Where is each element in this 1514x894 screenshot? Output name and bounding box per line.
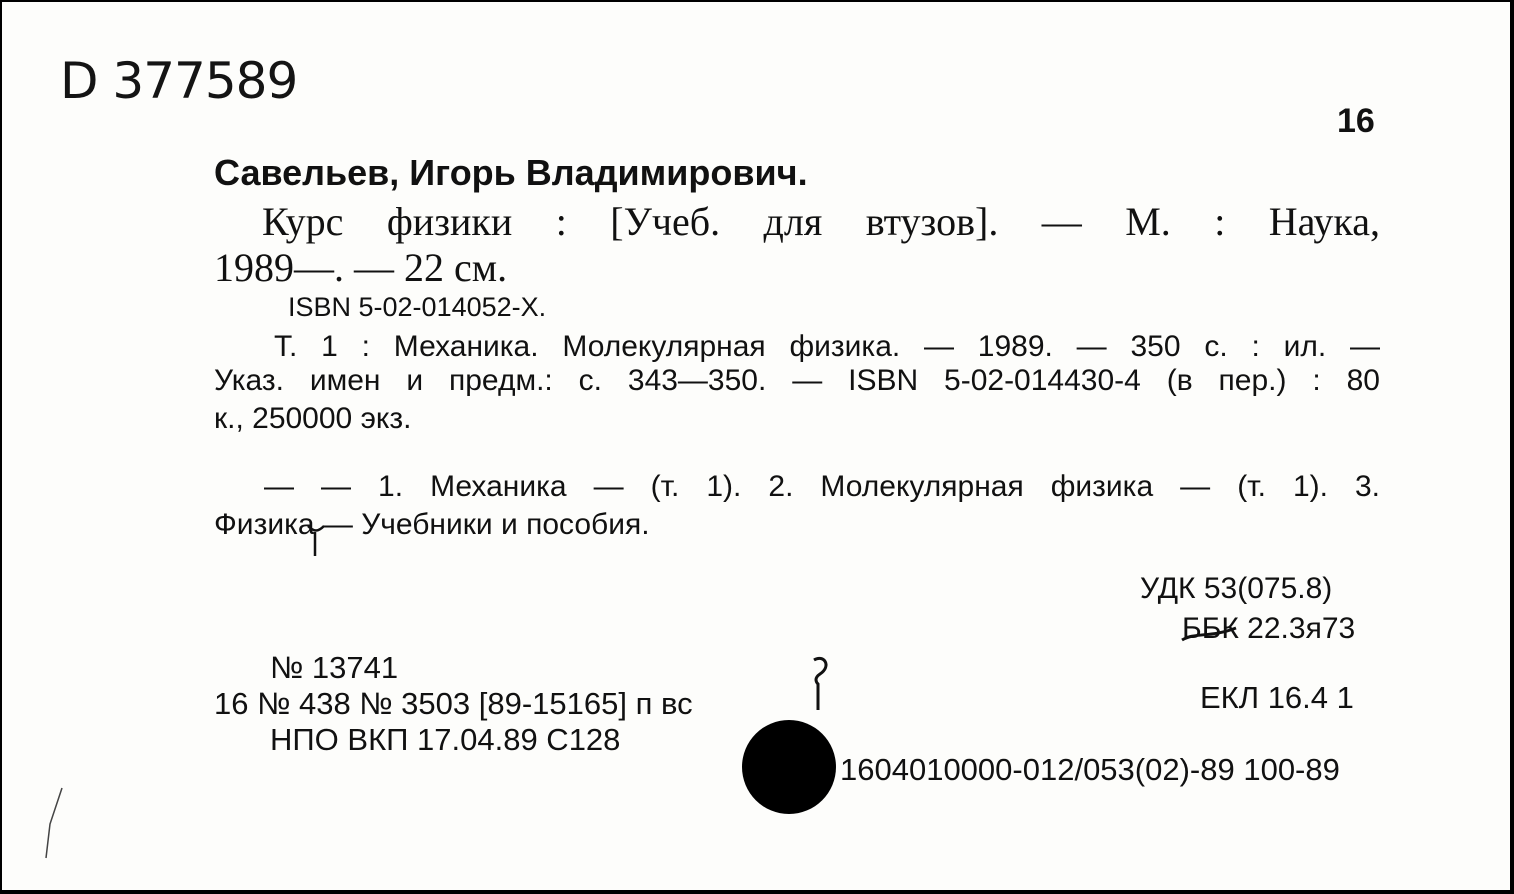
classification-code: 1604010000-012/053(02)-89 100-89 — [840, 752, 1340, 787]
handwritten-tick — [304, 522, 326, 558]
author-heading: Савельев, Игорь Владимирович. — [214, 152, 808, 193]
catalog-card — [2, 2, 1510, 890]
subjects-line-2: Физика — Учебники и пособия. — [214, 508, 650, 541]
inventory-number: D 377589 — [60, 52, 298, 110]
volume-line-2: Указ. имен и предм.: с. 343—350. — ISBN 5-02-014430-4 (в пер.) : 80 — [214, 364, 1380, 397]
handwritten-mark — [802, 652, 834, 714]
bbk-code: ББК 22.3я73 — [1182, 612, 1356, 645]
title-line-1: Курс физики : [Учеб. для втузов]. — М. : Наука, — [262, 199, 1380, 244]
card-number: 16 — [1337, 102, 1375, 140]
record-number: № 13741 — [270, 650, 399, 685]
udk-code: УДК 53(075.8) — [1140, 572, 1333, 605]
title-line-2: 1989—. — 22 см. — [214, 245, 508, 290]
punch-hole — [742, 720, 836, 814]
volume-line-3: к., 250000 экз. — [214, 402, 412, 435]
publisher-code: НПО ВКП 17.04.89 С128 — [270, 722, 621, 757]
volume-line-1: Т. 1 : Механика. Молекулярная физика. — 1989. — 350 с. : ил. — — [274, 330, 1380, 363]
isbn-set: ISBN 5-02-014052-X. — [288, 292, 547, 322]
order-numbers: 16 № 438 № 3503 [89-15165] п вс — [214, 686, 693, 721]
strike-mark — [1180, 622, 1238, 644]
pencil-mark — [42, 784, 72, 864]
ekl-code: ЕКЛ 16.4 1 — [1200, 680, 1354, 715]
subjects-line-1: — — 1. Механика — (т. 1). 2. Молекулярная физика — (т. 1). 3. — [264, 470, 1380, 503]
